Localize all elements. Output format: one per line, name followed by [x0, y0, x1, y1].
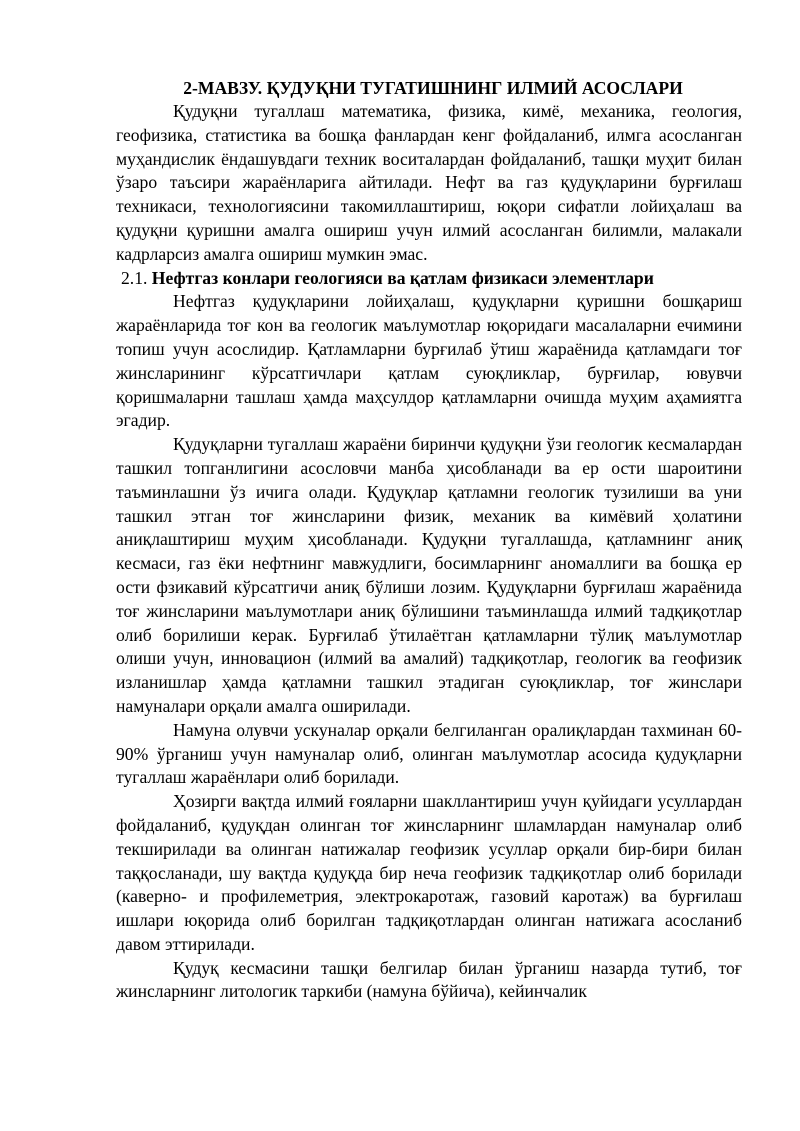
intro-paragraph: Қудуқни тугаллаш математика, физика, кимё, механика, геология, геофизика, статистика ва бошқа фанлардан кенг фойдаланиб, илмга асосланган муҳандислик ёндашувдаги техник воситалардан фойдаланиб, ташқи муҳит билан ўзаро таъсири жараёнларига айтилади. Нефт ва газ қудуқларини бурғилаш техникаси, технологиясини такомиллаштириш, юқори сифатли лойиҳалаш ва қудуқни қуришни амалга ошириш учун илмий асосланган билимли, малакали кадрларсиз амалга ошириш мумкин эмас. [116, 101, 742, 264]
section-title: Нефтгаз конлари геологияси ва қатлам физикаси элементлари [151, 267, 654, 288]
body-paragraph-5: Қудуқ кесмасини ташқи белгилар билан ўрганиш назарда тутиб, тоғ жинсларнинг литологик таркиби (намуна бўйича), кейинчалик [116, 957, 742, 1002]
section-number: 2.1. [121, 267, 148, 288]
section-heading [116, 267, 742, 291]
body-paragraph-3: Намуна олувчи ускуналар орқали белгиланган оралиқлардан тахминан 60-90% ўрганиш учун намуналар олиб, олинган маълумотлар асосида қудуқларни тугаллаш жараёнлари олиб борилади. [116, 719, 742, 788]
body-paragraph-2: Қудуқларни тугаллаш жараёни биринчи қудуқни ўзи геологик кесмалардан ташкил топганлигини асословчи манба ҳисобланади ва ер ости шароитини таъминлашни ўз ичига олади. Қудуқлар қатламни геологик тузилиши ва уни ташкил этган тоғ жинсларини физик, механик ва кимёвий ҳолатини аниқлаштириш муҳим ҳисобланади. Қудуқни тугаллашда, қатламнинг аниқ кесмаси, газ ёки нефтнинг мавжудлиги, босимларнинг аномаллиги ва бошқа ер ости фзикавий кўрсатгичи аниқ бўлиши лозим. Қудуқларни бурғилаш жараёнида тоғ жинсларини маълумотлари аниқ бўлишини таъминлашда илмий тадқиқотлар олиб борилиши керак. Бурғилаб ўтилаётган қатламларни тўлиқ маълумотлар олиши учун, инновацион (илмий ва амалий) тадқиқотлар, геологик ва геофизик изланишлар ҳамда қатламни ташкил этадиган суюқликлар, тоғ жинслари намуналари орқали амалга оширилади. [116, 434, 742, 716]
body-paragraph-1: Нефтгаз қудуқларини лойиҳалаш, қудуқларни қуришни бошқариш жараёнларида тоғ кон ва геологик маълумотлар юқоридаги масалаларни ечимини топиш учун асослидир. Қатламларни бурғилаб ўтиш жараёнида қатламдаги тоғ жинсларининг кўрсатгичлари қатлам суюқликлар, бурғилар, ювувчи қоришмаларни ташлаш ҳамда маҳсулдор қатламларни очишда муҳим аҳамиятга эгадир. [116, 291, 742, 431]
document-page [116, 76, 742, 1004]
document-title: 2-МАВЗУ. ҚУДУҚНИ ТУГАТИШНИНГ ИЛМИЙ АСОСЛАРИ [183, 78, 683, 98]
body-paragraph-4: Ҳозирги вақтда илмий ғояларни шакллантириш учун қуйидаги усуллардан фойдаланиб, қудуқдан олинган тоғ жинсларнинг шламлардан намуналар олиб текширилади ва олинган натижалар геофизик усуллар орқали бир-бири билан таққосланади, шу вақтда қудуқда бир неча геофизик тадқиқотлар олиб борилади (каверно- и профилеметрия, электрокаротаж, газовий каротаж) ва бурғилаш ишлари юқорида олиб борилган тадқиқотлардан олинган натижага асосланиб давом эттирилади. [116, 791, 742, 954]
